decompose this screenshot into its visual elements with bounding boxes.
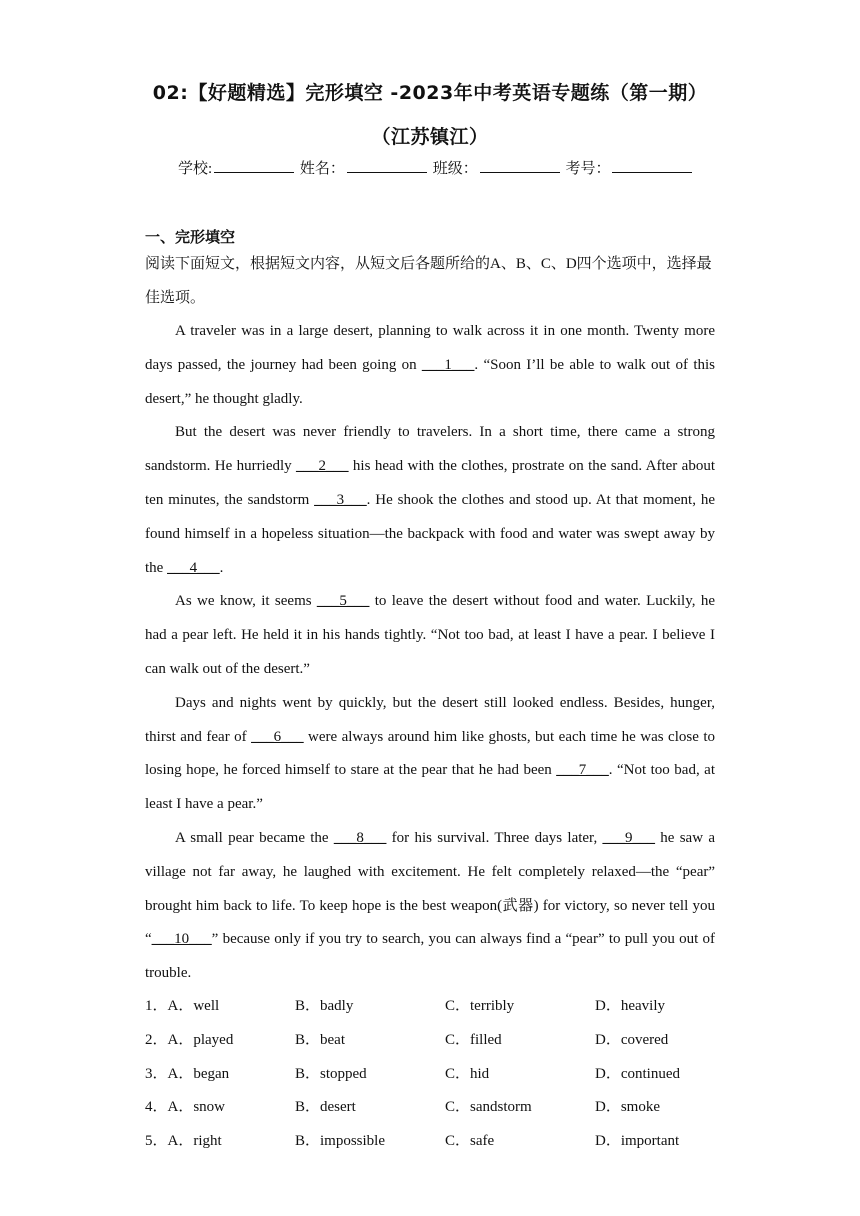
question-3-options [145,1058,715,1092]
blank-2: ___2___ [296,458,349,475]
blank-7: ___7___ [556,762,609,779]
exam-number-blank[interactable] [612,158,692,173]
passage-paragraph-2: But the desert was never friendly to travelers. In a short time, there came a strong sandstorm. He hurriedly ___2___ his head with the clothes, prostrate on the sand. After about ten minutes, the sandstorm ___3___. He shook the clothes and stood up. At that moment, he found himself in a hopeless situation—the backpack with food and water was swept away by the ___4___. [145,424,716,576]
option-c[interactable]: C．filled [445,1031,502,1048]
section-heading: 一、完形填空 [145,228,236,246]
option-a[interactable]: 3．A．began [145,1065,230,1082]
question-5-options [145,1125,715,1159]
option-b[interactable]: B．badly [295,998,354,1014]
class-blank[interactable] [480,158,560,173]
passage-paragraph-4: Days and nights went by quickly, but the desert still looked endless. Besides, hunger, thirst and fear of ___6___ were always around him like ghosts, but each time he was close to losing hope, he forced himself to stare at the pear that he had been ___7___. “Not too bad, at least I have a pear.” [145,694,715,813]
student-info-line [178,157,694,178]
blank-1: ___1___ [421,356,475,373]
option-d[interactable]: D．heavily [595,998,665,1014]
exam-number-label: 考号： [565,161,611,177]
option-d[interactable]: D．important [595,1133,680,1150]
option-b[interactable]: B．stopped [295,1065,367,1082]
passage-paragraph-5: A small pear became the ___8___ for his survival. Three days later, ___9___ he saw a village not far away, he laughed with excitement. He felt completely relaxed—the “pear” brought him back to life. To keep hope is the best weapon(武器) for victory, so never tell you “___10___” because only if you try to search, you can always find a “pear” to pull you out of trouble. [145,829,715,982]
option-c[interactable]: C．safe [445,1133,495,1150]
class-label: 班级： [432,161,478,177]
option-b[interactable]: B．impossible [295,1133,386,1150]
option-a[interactable]: 2．A．played [145,1031,234,1048]
document-subtitle: （江苏镇江） [371,126,489,148]
passage-paragraph-3: As we know, it seems ___5___ to leave the desert without food and water. Luckily, he had a pear left. He held it in his hands tightly. “Not too bad, at least I have a pear. I believe I can walk out of the desert.” [145,593,715,677]
question-4-options [145,1091,715,1125]
option-c[interactable]: C．hid [445,1065,490,1082]
name-label: 姓名： [299,161,345,177]
blank-10: ___10___ [151,931,212,948]
option-c[interactable]: C．sandstorm [445,1099,532,1116]
school-blank[interactable] [214,158,294,173]
blank-4: ___4___ [167,559,220,576]
option-b[interactable]: B．beat [295,1031,345,1048]
blank-5: ___5___ [316,593,370,610]
school-label: 学校: [178,161,213,177]
blank-3: ___3___ [314,491,367,508]
document-title: 02:【好题精选】完形填空 -2023年中考英语专题练（第一期） [152,82,708,104]
option-d[interactable]: D．smoke [595,1099,660,1116]
option-a[interactable]: 1．A．well [145,998,220,1014]
instruction-text: 阅读下面短文，根据短文内容，从短文后各题所给的A、B、C、D四个选项中，选择最佳选项。 [145,256,712,306]
question-2-options [145,1024,715,1058]
blank-9: ___9___ [602,829,655,846]
option-a[interactable]: 5．A．right [145,1133,222,1150]
question-1-options [145,990,715,1024]
option-d[interactable]: D．covered [595,1031,669,1048]
option-b[interactable]: B．desert [295,1099,356,1116]
option-c[interactable]: C．terribly [445,998,515,1014]
answer-options [145,990,715,1159]
option-a[interactable]: 4．A．snow [145,1099,226,1116]
passage [145,315,715,991]
option-d[interactable]: D．continued [595,1065,680,1082]
blank-6: ___6___ [251,728,304,745]
passage-paragraph-1: A traveler was in a large desert, planning to walk across it in one month. Twenty more days passed, the journey had been going on ___1___. “Soon I’ll be able to walk out of this desert,” he thought gladly. [145,323,715,407]
name-blank[interactable] [347,158,427,173]
blank-8: ___8___ [333,829,387,846]
